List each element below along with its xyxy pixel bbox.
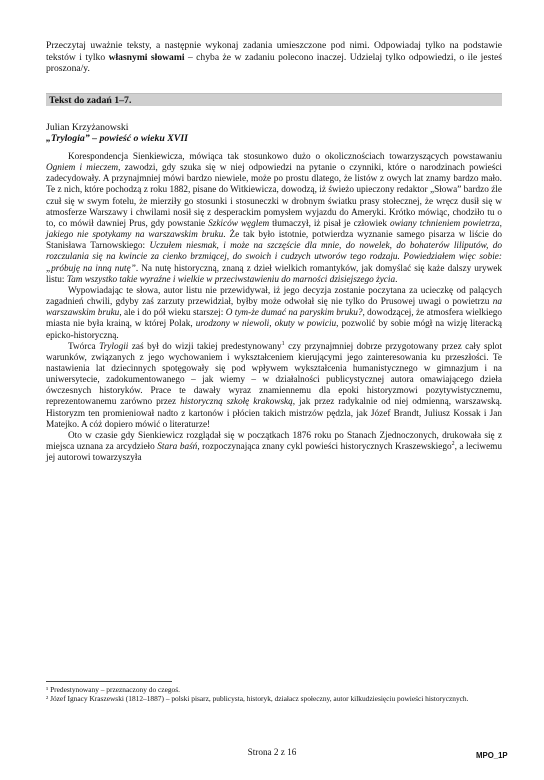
body-text-span: , pozwolić by sobie mógł na wizję literacką epicko-historyczną. xyxy=(46,319,503,341)
body-text-span: , rozpoczynająca znany cykl powieści historycznych Kraszewskiego xyxy=(197,442,452,453)
italic-quote: historyczną szkołę krakowską xyxy=(180,397,293,408)
italic-quote: Tam wszystko takie wyraźne i wielkie w przeciwstawieniu do marności dzisiejszego życia xyxy=(66,274,396,285)
footnotes xyxy=(46,686,502,703)
section-heading-bar: Tekst do zadań 1–7. xyxy=(46,93,502,106)
instructions-paragraph xyxy=(46,40,502,75)
instructions-text: Przeczytaj uważnie teksty, a następnie wykonaj zadania umieszczone pod nimi. Odpowiadaj tylko na podstawie tekstów i tylko xyxy=(46,40,502,63)
body-paragraph xyxy=(46,431,502,464)
footnote-marker: 2 xyxy=(451,440,455,447)
italic-quote: urodzony w niewoli, okuty w powiciu xyxy=(195,319,337,330)
body-text-span: , a leciwemu jej autorowi towarzyszyła xyxy=(46,442,502,464)
body-text-span: Twórca xyxy=(68,341,100,352)
footnote-2: ² Józef Ignacy Kraszewski (1812–1887) – polski pisarz, publicysta, historyk, działacz społeczny, autor kilkudziesięciu powieści historycznych. xyxy=(46,693,469,703)
document-code: MPO_1P xyxy=(476,751,508,760)
italic-quote: na warszawskim bruku xyxy=(46,297,502,319)
article-title: „Trylogia” – powieść o wieku XVII xyxy=(46,133,188,144)
article-body xyxy=(46,152,502,464)
body-paragraph xyxy=(46,342,502,431)
body-text-span: Wypowiadając te słowa, autor listu nie przewidywał, iż jego decyzja zostanie poczytana za ucieczkę od palących zagadnień chwili, gdyby zaś zarzuty przewidział, byłby może odwołał się nie tylko do Prusowej uwagi o powietrzu xyxy=(46,285,502,308)
footnote-1: ¹ Predestynowany – przeznaczony do czegoś. xyxy=(46,685,180,694)
italic-quote: Ogniem i mieczem xyxy=(46,163,119,174)
body-paragraph xyxy=(46,286,502,342)
italic-quote: owiany tchnieniem powietrza, jakiego nie spotykamy na warszawskim bruku xyxy=(46,218,502,241)
body-text-span: Oto w czasie gdy Sienkiewicz rozglądał się w początkach 1876 roku po Stanach Zjednoczonych, drukowała się z miejsca uznana za arcydzieło xyxy=(46,430,502,453)
body-text-span: , dowodzącej, że atmosfera wielkiego miasta nie była krainą, w której Polak, xyxy=(46,308,502,330)
body-text-span: czy przynajmniej dobrze przygotowany przez cały splot warunków, związanych z jego wychowaniem i wykształceniem kierującymi jego zainteresowania ku przeszłości. Te nastawienia lat dziecinnych spotęgowały się pod wpływem wykształcenia humanistycznego w gimnazjum i na uniwersytecie, zadokumentowanego – jak wiemy – w działalności publicystycznej autora omawiającego dzieła ówczesnych historyków. Prace te dawały wyraz znamiennemu dla epoki historyzmowi pozytywistycznemu, reprezentowanemu zarówno przez xyxy=(46,341,503,408)
body-text-span: tłumaczył, iż pisał je człowiek xyxy=(269,218,390,229)
body-text-span: . xyxy=(395,274,398,285)
italic-quote: Stara baśń xyxy=(157,442,198,453)
footnote-marker: 1 xyxy=(281,340,285,347)
footnote-separator xyxy=(46,681,172,682)
body-text-span: zaś był do wizji takiej predestynowany xyxy=(128,341,282,352)
instructions-text-end: – chyba że w zadaniu polecono inaczej. Udzielaj tylko odpowiedzi, o ile jesteś proszona/y. xyxy=(46,51,502,75)
body-text-span: . Na nutę historyczną, znaną z dzieł wielkich romantyków, jak domyślać się każe dalszy urywek listu: xyxy=(46,263,503,285)
italic-quote: O tym-że dumać na paryskim bruku? xyxy=(225,308,363,319)
body-text-span: , ale i do pół wieku starszej: xyxy=(119,308,226,319)
italic-quote: Uczułem niesmak, i może na szczęście dla mnie, do nowelek, do bohaterów liliputów, do rozczulania się na kwincie za cienko brzmiącej, do swoich i cudzych utworów tego rodzaju. Powiedziałem więc sobie: „próbuję na inną nutę” xyxy=(46,241,502,274)
body-paragraph xyxy=(46,152,502,286)
body-text-span: Korespondencja Sienkiewicza, mówiąca tak stosunkowo dużo o okolicznościach towarzyszących powstawaniu xyxy=(68,152,502,162)
body-text-span: . Że tak było istotnie, potwierdza wyznanie samego pisarza w liście do Stanisława Tarnowskiego: xyxy=(46,230,502,252)
italic-quote: Szkiców węglem xyxy=(208,218,270,229)
article-author: Julian Krzyżanowski xyxy=(46,122,129,133)
page-number: Strona 2 z 16 xyxy=(247,747,297,757)
body-text-span: , jak przez radykalnie od niej odmienną, warszawską. Historyzm ten promieniował nadto z kartonów i płócien takich mistrzów pędzla, jak Józef Brandt, Juliusz Kossak i Jan Matejko. A cóż dopiero mówić o literaturze! xyxy=(46,397,502,430)
body-text-span: , zawodzi, gdy szuka się w niej odpowiedzi na pytanie o czynniki, które o narodzinach powieści zadecydowały. A przynajmniej mówi bardzo niewiele, może po prostu dlatego, że listów z owych lat znamy bardzo mało. Te z nich, które pochodzą z roku 1882, pisane do Witkiewicza, dowodzą, iż świeżo upieczony redaktor „Słowa” bardzo źle czuł się w swym fotelu, że mierziły go stosunki i stosuneczki w drobnym światku prasy stołecznej, że wręcz dusił się w atmosferze Warszawy i chwilami nosił się z desperackim pomysłem wyjazdu do Ameryki. Krótko mówiąc, chodziło tu o to, co mówił dawniej Prus, gdy powstanie xyxy=(46,163,502,229)
instructions-emphasis: własnymi słowami xyxy=(108,51,185,63)
italic-quote: Trylogii xyxy=(99,341,129,352)
